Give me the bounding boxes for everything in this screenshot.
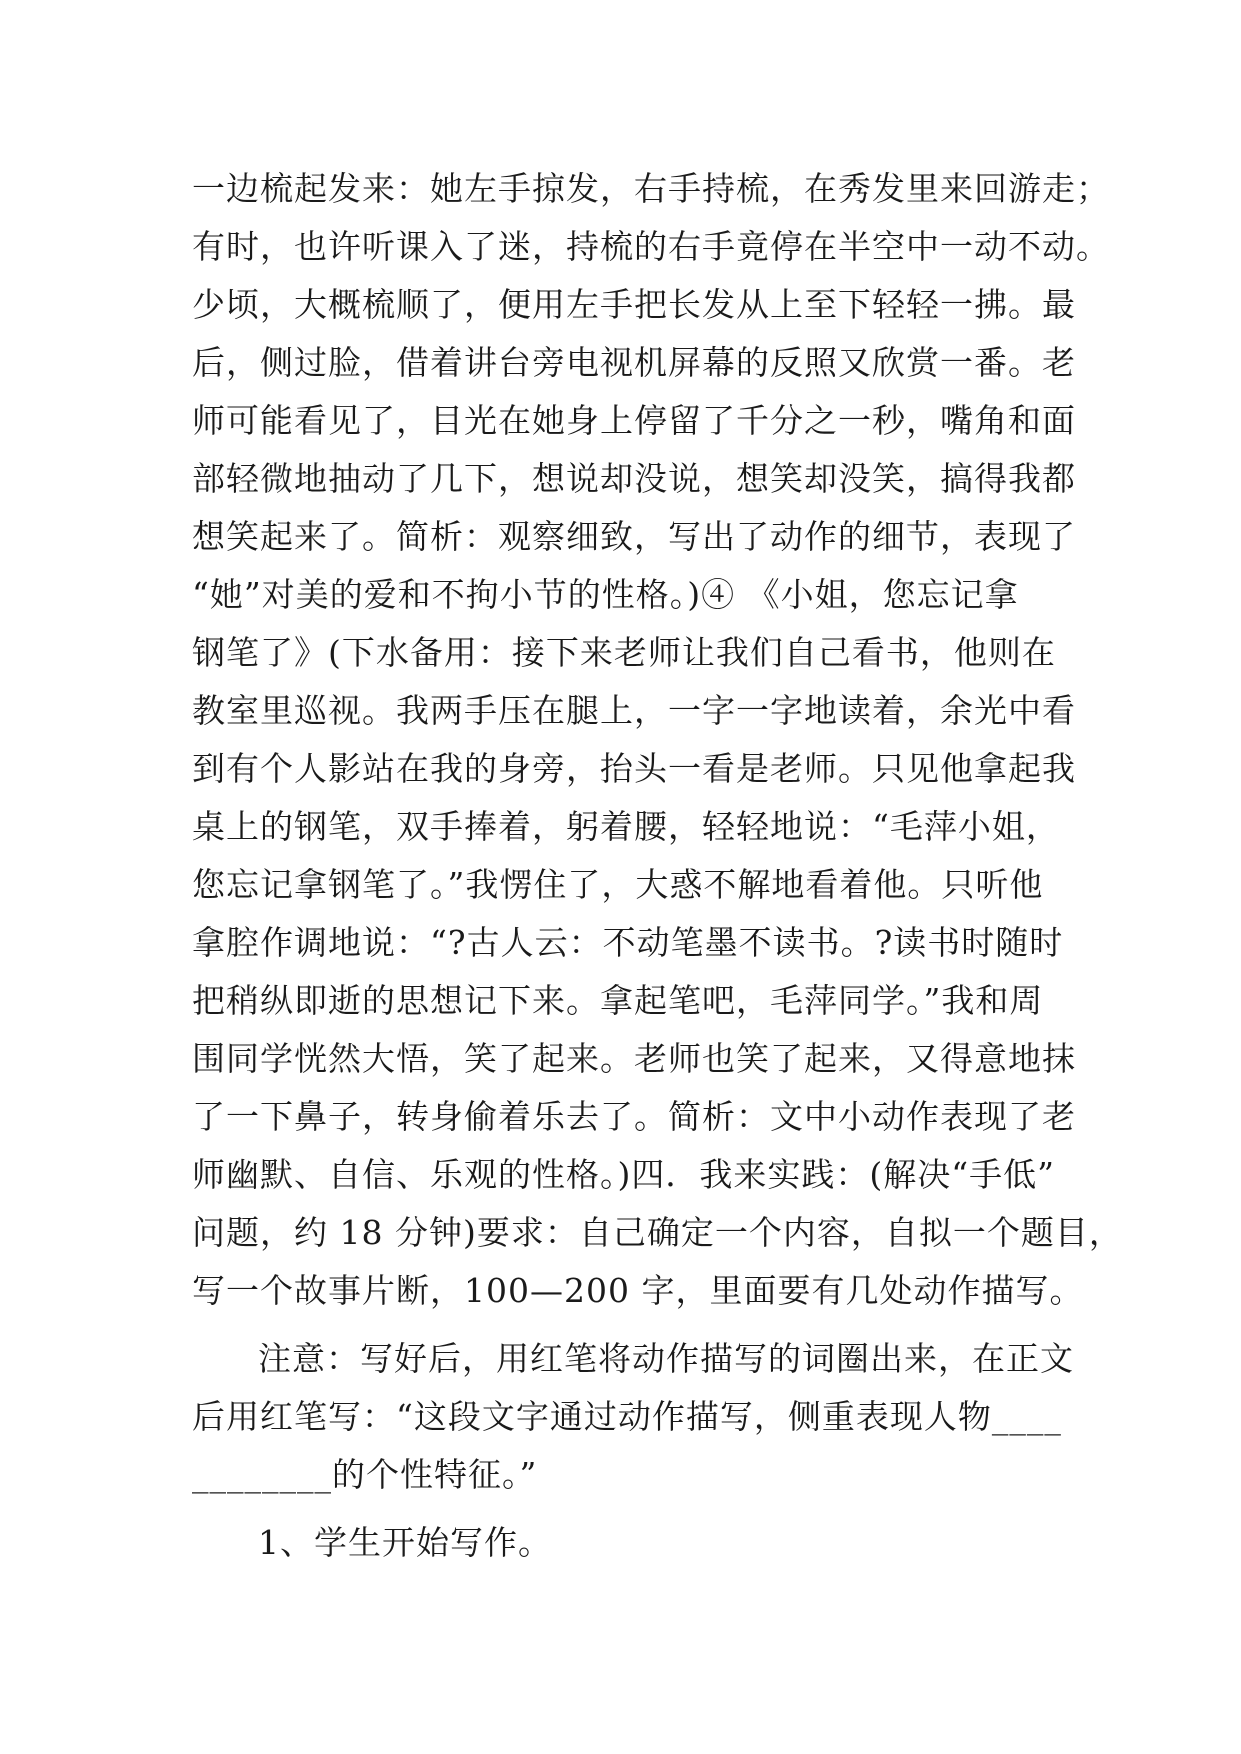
- text-line: 一边梳起发来：她左手掠发，右手持梳，在秀发里来回游走；: [192, 169, 1110, 208]
- text-line: 师幽默、自信、乐观的性格。)四．我来实践：(解决“手低”: [192, 1155, 1055, 1194]
- document-body: [192, 160, 1123, 1572]
- text-line: 围同学恍然大悟，笑了起来。老师也笑了起来，又得意地抹: [192, 1039, 1076, 1078]
- text-line: 少顷，大概梳顺了，便用左手把长发从上至下轻轻一拂。最: [192, 285, 1076, 324]
- text-line: 1、学生开始写作。: [258, 1523, 552, 1562]
- text-line: 写一个故事片断，100—200 字，里面要有几处动作描写。: [192, 1271, 1084, 1310]
- text-line: 问题，约 18 分钟)要求：自己确定一个内容，自拟一个题目，: [192, 1213, 1123, 1252]
- text-line: 部轻微地抽动了几下，想说却没说，想笑却没笑，搞得我都: [192, 459, 1076, 498]
- text-line: 后，侧过脸，借着讲台旁电视机屏幕的反照又欣赏一番。老: [192, 343, 1076, 382]
- text-line: 您忘记拿钢笔了。”我愣住了，大惑不解地看着他。只听他: [192, 865, 1044, 904]
- text-line: 钢笔了》(下水备用：接下来老师让我们自己看书，他则在: [192, 633, 1056, 672]
- paragraph-gap: [192, 1504, 1052, 1514]
- text-line: 注意：写好后，用红笔将动作描写的词圈出来，在正文: [258, 1339, 1074, 1378]
- text-line: 想笑起来了。简析：观察细致，写出了动作的细节，表现了: [192, 517, 1076, 556]
- text-line: 有时，也许听课入了迷，持梳的右手竟停在半空中一动不动。: [192, 227, 1110, 266]
- text-line: 后用红笔写：“这段文字通过动作描写，侧重表现人物____: [192, 1397, 1062, 1436]
- text-line: “她”对美的爱和不拘小节的性格。)④ 《小姐，您忘记拿: [192, 575, 1019, 614]
- text-line: 拿腔作调地说：“?古人云：不动笔墨不读书。?读书时随时: [192, 923, 1064, 962]
- text-line: 教室里巡视。我两手压在腿上，一字一字地读着，余光中看: [192, 691, 1076, 730]
- text-line: 把稍纵即逝的思想记下来。拿起笔吧，毛萍同学。”我和周: [192, 981, 1044, 1020]
- text-line: ________的个性特征。”: [192, 1455, 538, 1494]
- text-line: 了一下鼻子，转身偷着乐去了。简析：文中小动作表现了老: [192, 1097, 1076, 1136]
- text-line: 桌上的钢笔，双手捧着，躬着腰，轻轻地说：“毛萍小姐，: [192, 807, 1060, 846]
- text-line: 到有个人影站在我的身旁，抬头一看是老师。只见他拿起我: [192, 749, 1076, 788]
- text-line: 师可能看见了，目光在她身上停留了千分之一秒，嘴角和面: [192, 401, 1076, 440]
- paragraph-gap: [192, 1320, 1052, 1330]
